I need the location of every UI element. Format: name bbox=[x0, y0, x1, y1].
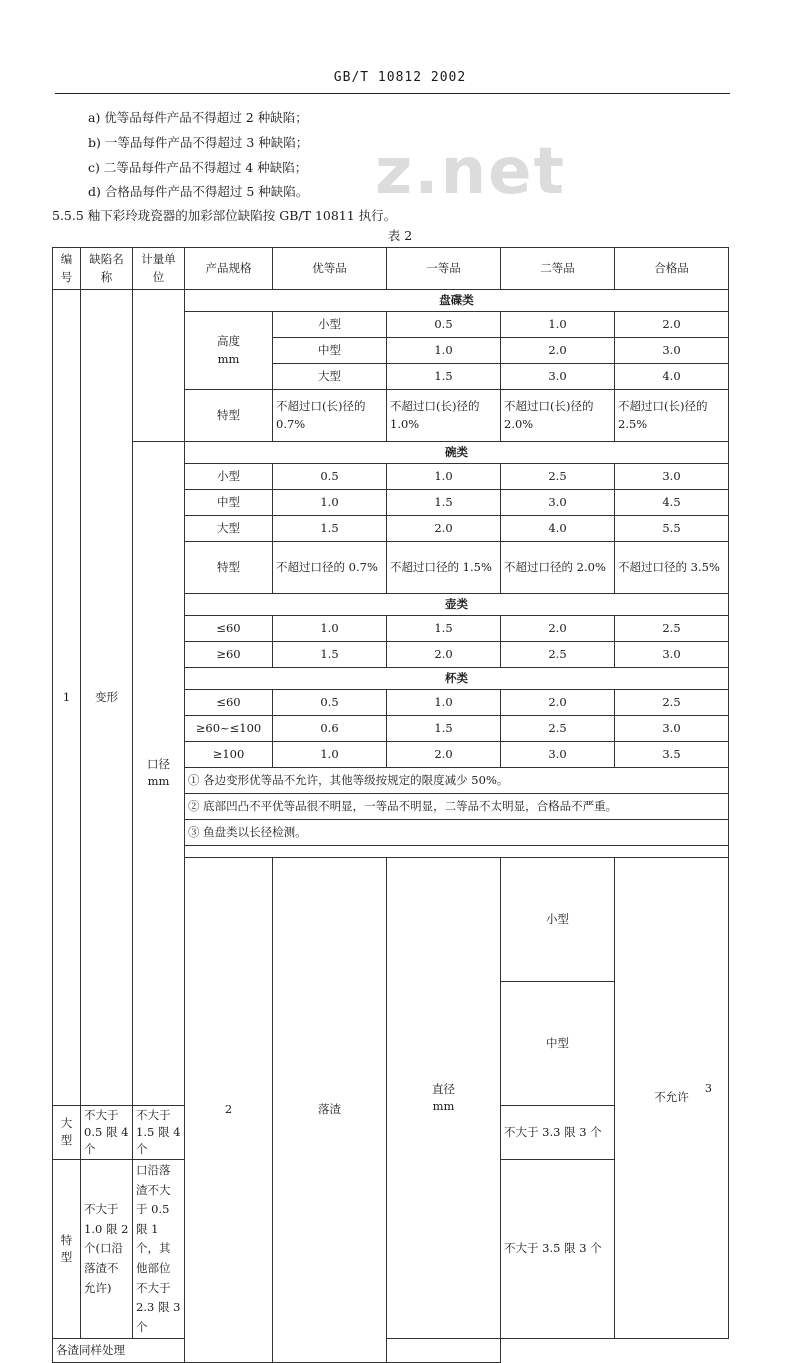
spec-cell: 小型 bbox=[273, 312, 387, 338]
value-cell: 不超过口(长)径的 2.0% bbox=[501, 390, 615, 442]
value-cell: 不大于 0.5 限 4 个 bbox=[81, 1105, 133, 1160]
col-no: 编号 bbox=[53, 248, 81, 290]
value-cell: 3.5 bbox=[615, 742, 729, 768]
value-cell: 3.0 bbox=[615, 716, 729, 742]
header-rule bbox=[55, 93, 730, 94]
value-cell: 1.5 bbox=[387, 616, 501, 642]
value-cell: 2.5 bbox=[501, 716, 615, 742]
value-cell: 2.5 bbox=[501, 464, 615, 490]
value-cell: 1.0 bbox=[273, 490, 387, 516]
clause-5-5-5: 5.5.5 釉下彩玲珑瓷器的加彩部位缺陷按 GB/T 10811 执行。 bbox=[52, 208, 397, 223]
value-cell: 2.0 bbox=[501, 690, 615, 716]
col-spec: 产品规格 bbox=[185, 248, 273, 290]
value-cell: 0.5 bbox=[387, 312, 501, 338]
value-cell: 3.0 bbox=[501, 742, 615, 768]
value-cell: 1.0 bbox=[387, 690, 501, 716]
value-cell: 口沿落渣不大于 0.5 限 1 个，其他部位不大于 2.3 限 3 个 bbox=[133, 1160, 185, 1339]
value-cell: 不超过口径的 3.5% bbox=[615, 542, 729, 594]
value-cell: 不超过口(长)径的 1.0% bbox=[387, 390, 501, 442]
deform-note-spacer bbox=[185, 846, 729, 858]
spec-cell: 大型 bbox=[53, 1105, 81, 1160]
spec-cell: ≤60 bbox=[185, 616, 273, 642]
value-cell: 2.5 bbox=[615, 616, 729, 642]
value-cell: 1.0 bbox=[501, 312, 615, 338]
spec-cell: 特型 bbox=[185, 542, 273, 594]
section-pot: 壶类 bbox=[185, 594, 729, 616]
value-cell: 不大于 1.0 限 2 个(口沿落渣不允许) bbox=[81, 1160, 133, 1339]
defect-table bbox=[52, 247, 729, 1363]
page-header: GB/T 10812 2002 bbox=[333, 70, 467, 85]
value-cell: 不大于 1.5 限 4 个 bbox=[133, 1105, 185, 1160]
spec-cell: ≤60 bbox=[185, 690, 273, 716]
value-cell: 1.5 bbox=[387, 716, 501, 742]
spec-cell: 中型 bbox=[185, 490, 273, 516]
spec-cell: ≥60 bbox=[185, 642, 273, 668]
value-cell: 2.0 bbox=[615, 312, 729, 338]
value-cell: 3.0 bbox=[501, 364, 615, 390]
spec-cell: 中型 bbox=[273, 338, 387, 364]
spec-cell: 小型 bbox=[501, 858, 615, 982]
drip-note: 各渣同样处理 bbox=[53, 1339, 501, 1363]
spec-cell: 特型 bbox=[53, 1160, 81, 1339]
rule-a: a) 优等品每件产品不得超过 2 种缺陷； bbox=[88, 110, 308, 125]
spec-cell: 小型 bbox=[185, 464, 273, 490]
value-cell: 3.0 bbox=[615, 642, 729, 668]
spec-cell: 特型 bbox=[185, 390, 273, 442]
value-cell: 1.5 bbox=[387, 364, 501, 390]
col-defect-name: 缺陷名称 bbox=[81, 248, 133, 290]
value-cell: 4.0 bbox=[615, 364, 729, 390]
value-cell: 不超过口径的 0.7% bbox=[273, 542, 387, 594]
drip-name: 落渣 bbox=[273, 858, 387, 1363]
deform-note-1: ① 各边变形优等品不允许，其他等级按规定的限度减少 50%。 bbox=[185, 768, 729, 794]
value-cell: 不超过口(长)径的 0.7% bbox=[273, 390, 387, 442]
col-unit: 计量单位 bbox=[133, 248, 185, 290]
table-header-row bbox=[53, 248, 729, 290]
section-dish: 盘碟类 bbox=[185, 290, 729, 312]
value-cell: 5.5 bbox=[615, 516, 729, 542]
deform-no: 1 bbox=[53, 290, 81, 1106]
value-cell: 0.6 bbox=[273, 716, 387, 742]
value-cell: 不超过口(长)径的 2.5% bbox=[615, 390, 729, 442]
spec-cell: 大型 bbox=[273, 364, 387, 390]
value-cell: 2.0 bbox=[501, 338, 615, 364]
value-cell: 0.5 bbox=[273, 464, 387, 490]
value-cell: 不大于 3.5 限 3 个 bbox=[501, 1160, 615, 1339]
value-cell: 2.5 bbox=[615, 690, 729, 716]
value-cell: 不超过口径的 1.5% bbox=[387, 542, 501, 594]
value-cell: 4.5 bbox=[615, 490, 729, 516]
section-cup: 杯类 bbox=[185, 668, 729, 690]
value-cell: 1.5 bbox=[387, 490, 501, 516]
value-cell: 3.0 bbox=[501, 490, 615, 516]
spec-cell: ≥60~≤100 bbox=[185, 716, 273, 742]
col-premium: 优等品 bbox=[273, 248, 387, 290]
value-cell: 3.0 bbox=[615, 338, 729, 364]
unit-height: 高度 mm bbox=[185, 312, 273, 390]
value-cell: 2.0 bbox=[387, 642, 501, 668]
rule-c: c) 二等品每件产品不得超过 4 种缺陷； bbox=[88, 160, 308, 175]
col-qualified: 合格品 bbox=[615, 248, 729, 290]
spec-cell: 大型 bbox=[185, 516, 273, 542]
drip-unit: 直径 mm bbox=[387, 858, 501, 1339]
value-cell: 1.5 bbox=[273, 642, 387, 668]
value-cell: 1.0 bbox=[273, 742, 387, 768]
watermark: z.net bbox=[375, 135, 567, 209]
rule-d: d) 合格品每件产品不得超过 5 种缺陷。 bbox=[88, 184, 309, 199]
value-cell: 2.5 bbox=[501, 642, 615, 668]
drip-no: 2 bbox=[185, 858, 273, 1363]
rule-b: b) 一等品每件产品不得超过 3 种缺陷； bbox=[88, 135, 309, 150]
value-cell: 0.5 bbox=[273, 690, 387, 716]
value-cell: 2.0 bbox=[501, 616, 615, 642]
unit-blank bbox=[133, 290, 185, 442]
section-bowl: 碗类 bbox=[185, 442, 729, 464]
value-cell: 不大于 3.3 限 3 个 bbox=[501, 1105, 615, 1160]
value-cell: 2.0 bbox=[387, 516, 501, 542]
col-first: 一等品 bbox=[387, 248, 501, 290]
deform-name: 变形 bbox=[81, 290, 133, 1106]
unit-diameter: 口径 mm bbox=[133, 442, 185, 1106]
deform-note-2: ② 底部凹凸不平优等品很不明显，一等品不明显，二等品不太明显，合格品不严重。 bbox=[185, 794, 729, 820]
value-cell: 4.0 bbox=[501, 516, 615, 542]
spec-cell: ≥100 bbox=[185, 742, 273, 768]
drip-premium: 不允许 bbox=[615, 858, 729, 1339]
spec-cell: 中型 bbox=[501, 981, 615, 1105]
value-cell: 1.0 bbox=[387, 464, 501, 490]
value-cell: 2.0 bbox=[387, 742, 501, 768]
value-cell: 不超过口径的 2.0% bbox=[501, 542, 615, 594]
value-cell: 1.0 bbox=[273, 616, 387, 642]
value-cell: 1.0 bbox=[387, 338, 501, 364]
deform-note-3: ③ 鱼盘类以长径检测。 bbox=[185, 820, 729, 846]
col-second: 二等品 bbox=[501, 248, 615, 290]
value-cell: 1.5 bbox=[273, 516, 387, 542]
table-caption: 表 2 bbox=[387, 228, 413, 243]
page-number: 3 bbox=[705, 1082, 712, 1095]
value-cell: 3.0 bbox=[615, 464, 729, 490]
